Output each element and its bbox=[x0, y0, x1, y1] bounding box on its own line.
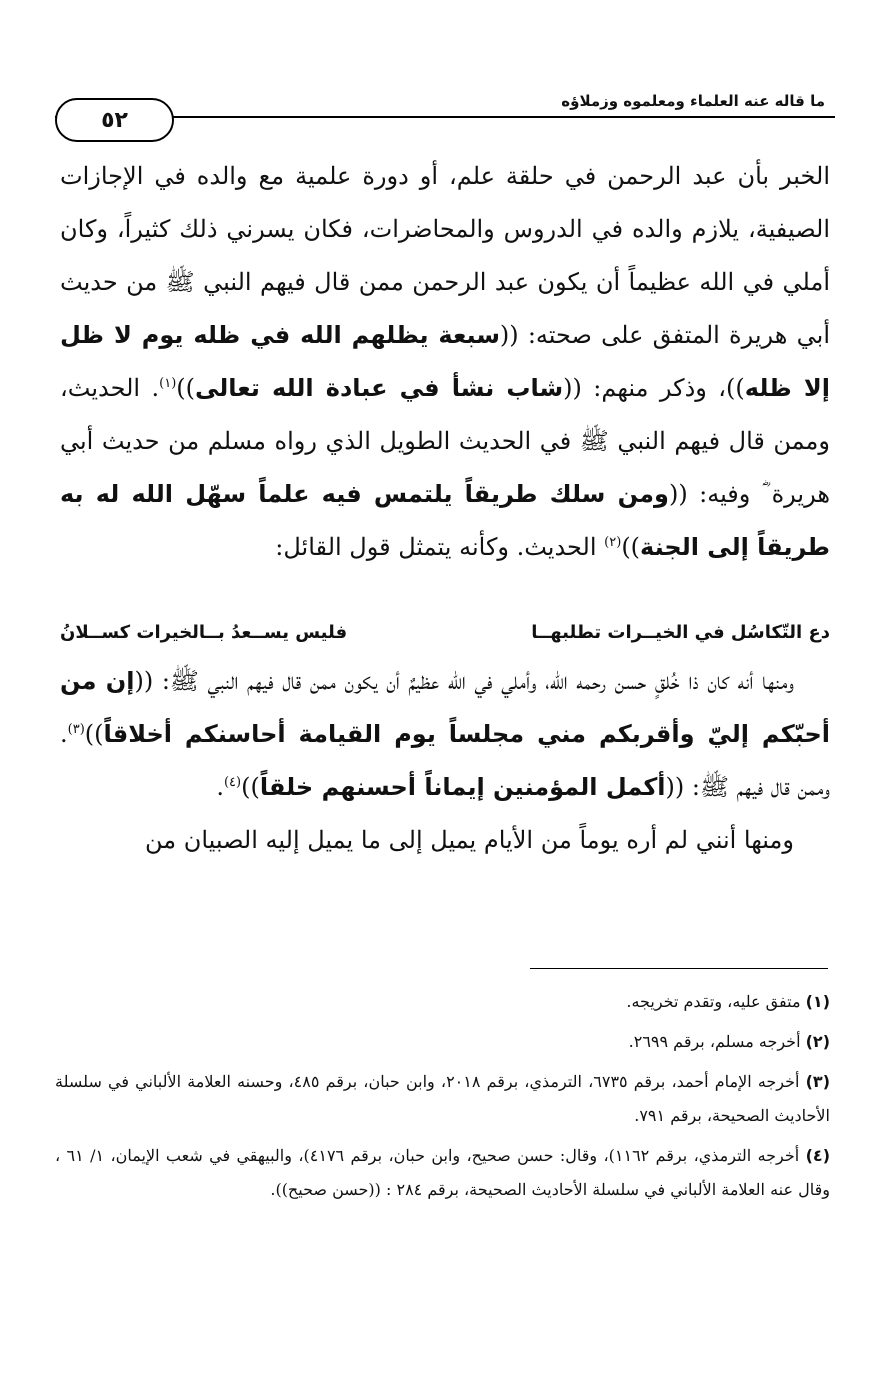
footnote-text: أخرجه الإمام أحمد، برقم ٦٧٣٥، الترمذي، برقم ٢٠١٨، وابن حبان، برقم ٤٨٥، وحسنه العلامة الألباني في سلسلة الأحاديث الصحيحة، برقم ٧٩١. bbox=[55, 1072, 830, 1125]
main-text bbox=[60, 150, 830, 635]
paragraph-3 bbox=[60, 655, 830, 814]
footnote-separator bbox=[530, 968, 828, 969]
paragraph-1 bbox=[60, 150, 830, 574]
footnotes bbox=[55, 985, 830, 1315]
text-run: . الحديث، وممن قال فيهم النبي ﷺ في الحديث الطويل الذي رواه مسلم من حديث أبي هريرة ؓ وفيه: (( bbox=[60, 374, 830, 508]
hadith-quote: أكمل المؤمنين إيماناً أحسنهم خلقاً bbox=[259, 773, 666, 801]
footnote-number: (٢) bbox=[805, 1032, 830, 1051]
text-run: الحديث. وكأنه يتمثل قول القائل: bbox=[275, 533, 605, 561]
hadith-quote: شاب نشأ في عبادة الله تعالى bbox=[195, 374, 564, 402]
footnote-text: متفق عليه، وتقدم تخريجه. bbox=[626, 992, 801, 1011]
footnote-1 bbox=[55, 985, 830, 1019]
page-number: ٥٢ bbox=[55, 98, 174, 142]
text-run: الخبر بأن عبد الرحمن في حلقة علم، أو دورة علمية مع والده في الإجازات الصيفية، يلازم والده في الدروس والمحاضرات، فكان يسرني ذلك كثيراً، وكان أملي في الله عظيماً أن يكون عبد الرحمن ممن قال فيهم النبي ﷺ من حديث أبي هريرة المتفق على صحته: (( bbox=[60, 162, 830, 349]
footnote-text: أخرجه الترمذي، برقم ١١٦٢)، وقال: حسن صحيح، وابن حبان، برقم ٤١٧٦)، والبيهقي في شعب الإيمان، ١/ ٦١ ، وقال عنه العلامة الألباني في سلسلة الأحاديث الصحيحة، برقم ٢٨٤ : ((حسن صحيح)). bbox=[55, 1146, 830, 1199]
poem-hemistich-right: دع التّكاسُل في الخيــرات تطلبهــا bbox=[531, 621, 830, 643]
hadith-quote: ومن سلك طريقاً يلتمس فيه علماً سهّل الله له به طريقاً إلى الجنة bbox=[60, 480, 830, 561]
text-run: )) bbox=[84, 720, 104, 748]
text-run: )) bbox=[621, 533, 641, 561]
poem-verse bbox=[60, 612, 830, 652]
footnote-ref[interactable]: (١) bbox=[159, 376, 177, 391]
main-text-continued bbox=[60, 655, 830, 955]
text-run: ))، وذكر منهم: (( bbox=[563, 374, 745, 402]
hadith-quote: سبعة يظلهم الله في ظله يوم لا ظل إلا ظله bbox=[60, 321, 830, 402]
text-run: . bbox=[216, 773, 224, 801]
text-run: ومنها أنه كان ذا خُلقٍ حسن رحمه الله، وأملي في الله عظيمٌ أن يكون ممن قال فيهم النبي ﷺ: (( bbox=[134, 667, 794, 695]
text-run: . وممن قال فيهم ﷺ: (( bbox=[60, 720, 830, 801]
footnote-text: أخرجه مسلم، برقم ٢٦٩٩. bbox=[628, 1032, 801, 1051]
text-run: )) bbox=[241, 773, 260, 801]
running-title: ما قاله عنه العلماء ومعلموه وزملاؤه bbox=[561, 92, 825, 110]
page-header bbox=[55, 92, 835, 152]
footnote-number: (٤) bbox=[805, 1146, 830, 1165]
footnote-number: (٣) bbox=[805, 1072, 830, 1091]
poem-hemistich-left: فليس يســعدُ بــالخيرات كســلانُ bbox=[60, 621, 348, 643]
footnote-4 bbox=[55, 1139, 830, 1207]
footnote-ref[interactable]: (٤) bbox=[223, 775, 242, 790]
text-run: )) bbox=[176, 374, 195, 402]
footnote-number: (١) bbox=[805, 992, 830, 1011]
footnote-ref[interactable]: (٢) bbox=[604, 535, 622, 550]
paragraph-4: ومنها أنني لم أره يوماً من الأيام يميل إلى ما يميل إليه الصبيان من bbox=[144, 826, 794, 854]
footnote-ref[interactable]: (٣) bbox=[67, 722, 85, 737]
footnote-2 bbox=[55, 1025, 830, 1059]
footnote-3 bbox=[55, 1065, 830, 1133]
hadith-quote: إن من أحبّكم إليّ وأقربكم مني مجلساً يوم القيامة أحاسنكم أخلاقاً bbox=[60, 667, 830, 748]
